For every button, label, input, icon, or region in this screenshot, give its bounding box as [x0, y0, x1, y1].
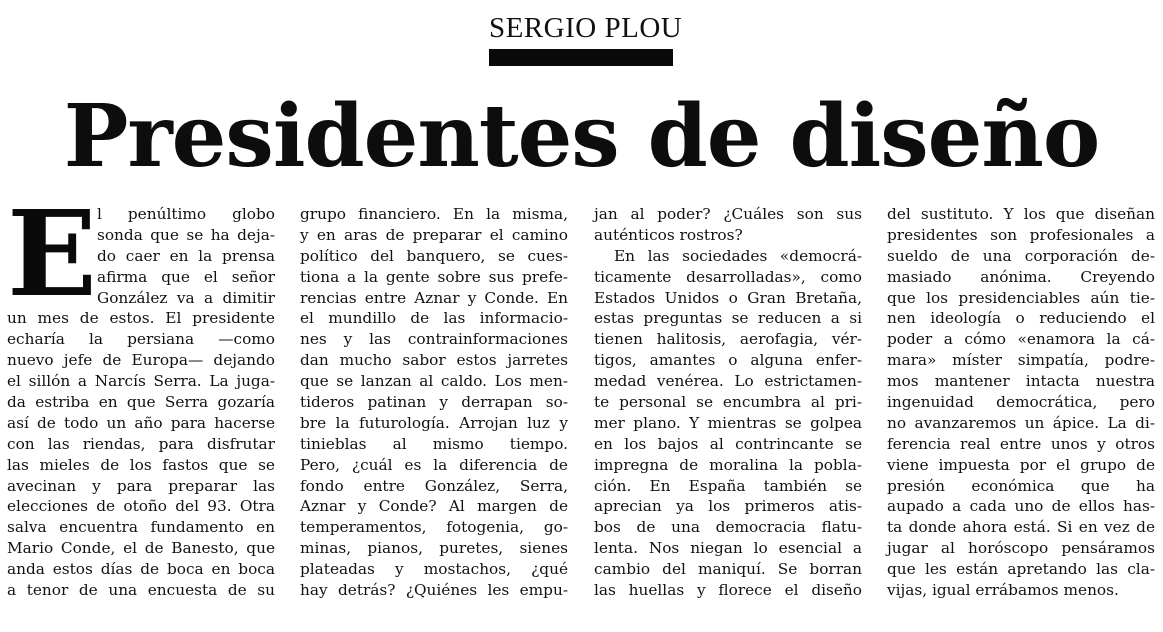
text-line: medad venérea. Lo estrictamen- — [594, 372, 862, 391]
text-line: impregna de moralina la pobla- — [594, 455, 862, 474]
text-line: fondo entre González, Serra, — [300, 476, 568, 495]
text-line: temperamentos, fotogenia, go- — [300, 518, 568, 537]
text-line: bre la futurología. Arrojan luz y — [300, 413, 568, 432]
text-line: aupado a cada uno de ellos has- — [887, 497, 1155, 516]
text-line: aprecian ya los primeros atis- — [594, 497, 862, 516]
text-line: cambio del maniquí. Se borran — [594, 560, 862, 579]
text-line: echaría la persiana —como — [7, 330, 275, 349]
author-name: SERGIO PLOU — [489, 12, 683, 44]
text-line: plateadas y mostachos, ¿qué — [300, 560, 568, 579]
text-line: grupo financiero. En la misma, — [300, 205, 568, 223]
text-line: el sillón a Narcís Serra. La juga- — [7, 372, 275, 391]
text-line: ticamente desarrolladas», como — [594, 267, 862, 286]
text-line: no avanzaremos un ápice. La di- — [887, 413, 1155, 432]
text-line: estas preguntas se reducen a si — [594, 309, 862, 328]
text-line: En las sociedades «democrá- — [614, 246, 862, 265]
text-line: ción. En España también se — [594, 476, 862, 495]
text-line: anda estos días de boca en boca — [7, 560, 275, 579]
text-line: Estados Unidos o Gran Bretaña, — [594, 288, 862, 307]
text-line: político del banquero, se cues- — [300, 246, 568, 265]
text-line: afirma que el señor — [97, 267, 275, 286]
text-line: lenta. Nos niegan lo esencial a — [594, 539, 862, 558]
text-line: dan mucho sabor estos jarretes — [300, 351, 568, 370]
text-line: do caer en la prensa — [97, 246, 275, 265]
text-line: sueldo de una corporación de- — [887, 246, 1155, 265]
text-line: nen ideología o reduciendo el — [887, 309, 1155, 328]
text-line: vijas, igual errábamos menos. — [887, 581, 1119, 600]
text-line: a tenor de una encuesta de su — [7, 581, 275, 600]
text-line: que les están apretando las cla- — [887, 560, 1155, 579]
text-line: minas, pianos, puretes, sienes — [300, 539, 568, 558]
text-line: presidentes son profesionales a — [887, 225, 1155, 244]
text-line: nes y las contrainformaciones — [300, 330, 568, 349]
text-line: bos de una democracia flatu- — [594, 518, 862, 537]
text-line: las mieles de los fastos que se — [7, 455, 275, 474]
article-column-4 — [887, 204, 1155, 601]
text-line: ferencia real entre unos y otros — [887, 434, 1155, 453]
text-line: hay detrás? ¿Quiénes les empu- — [300, 581, 568, 600]
text-line: Aznar y Conde? Al margen de — [300, 497, 568, 516]
text-line: mer plano. Y mientras se golpea — [594, 413, 862, 432]
text-line: avecinan y para preparar las — [7, 476, 275, 495]
text-line: las huellas y florece el diseño — [594, 581, 862, 600]
article-column-3 — [594, 204, 862, 601]
text-line: masiado anónima. Creyendo — [887, 267, 1155, 286]
text-line: sonda que se ha deja- — [97, 225, 275, 244]
text-line: tinieblas al mismo tiempo. — [300, 434, 568, 453]
text-line: el mundillo de las informacio- — [300, 309, 568, 328]
text-line: da estriba en que Serra gozaría — [7, 393, 275, 412]
text-line: tiona a la gente sobre sus prefe- — [300, 267, 568, 286]
text-line: con las riendas, para disfrutar — [7, 434, 275, 453]
text-line: nuevo jefe de Europa— dejando — [7, 351, 275, 370]
byline-rule — [489, 49, 673, 66]
text-line: así de todo un año para hacerse — [7, 413, 275, 432]
text-line: te personal se encumbra al pri- — [594, 393, 862, 412]
text-line: auténticos rostros? — [594, 225, 743, 244]
article-column-1 — [7, 184, 275, 601]
text-line: mara» míster simpatía, podre- — [887, 351, 1155, 370]
text-line: poder a cómo «enamora la cá- — [887, 330, 1155, 349]
text-line: tigos, amantes o alguna enfer- — [594, 351, 862, 370]
text-line: presión económica que ha — [887, 476, 1155, 495]
text-line: ta donde ahora está. Si en vez de — [887, 518, 1155, 537]
article-column-2 — [300, 204, 568, 601]
text-line: del sustituto. Y los que diseñan — [887, 205, 1155, 223]
text-line: jan al poder? ¿Cuáles son sus — [594, 205, 862, 223]
text-line: salva encuentra fundamento en — [7, 518, 275, 537]
text-line: jugar al horóscopo pensáramos — [887, 539, 1155, 558]
byline — [489, 12, 683, 66]
text-line: y en aras de preparar el camino — [300, 225, 568, 244]
article-headline: Presidentes de diseño — [63, 86, 1100, 187]
text-line: en los bajos al contrincante se — [594, 434, 862, 453]
text-line: Mario Conde, el de Banesto, que — [7, 539, 275, 558]
text-line: Pero, ¿cuál es la diferencia de — [300, 455, 568, 474]
text-line: rencias entre Aznar y Conde. En — [300, 288, 568, 307]
text-line: elecciones de otoño del 93. Otra — [7, 497, 275, 516]
text-line: que se lanzan al caldo. Los men- — [300, 372, 568, 391]
text-line: l penúltimo globo — [97, 205, 275, 223]
text-line: González va a dimitir — [97, 288, 275, 307]
text-line: viene impuesta por el grupo de — [887, 455, 1155, 474]
text-line: mos mantener intacta nuestra — [887, 372, 1155, 391]
text-line: que los presidenciables aún tie- — [887, 288, 1155, 307]
drop-cap: E — [7, 184, 97, 323]
text-line: tideros patinan y derrapan so- — [300, 393, 568, 412]
text-line: tienen halitosis, aerofagia, vér- — [594, 330, 862, 349]
text-line: ingenuidad democrática, pero — [887, 393, 1155, 412]
text-line: un mes de estos. El presidente — [7, 309, 275, 328]
